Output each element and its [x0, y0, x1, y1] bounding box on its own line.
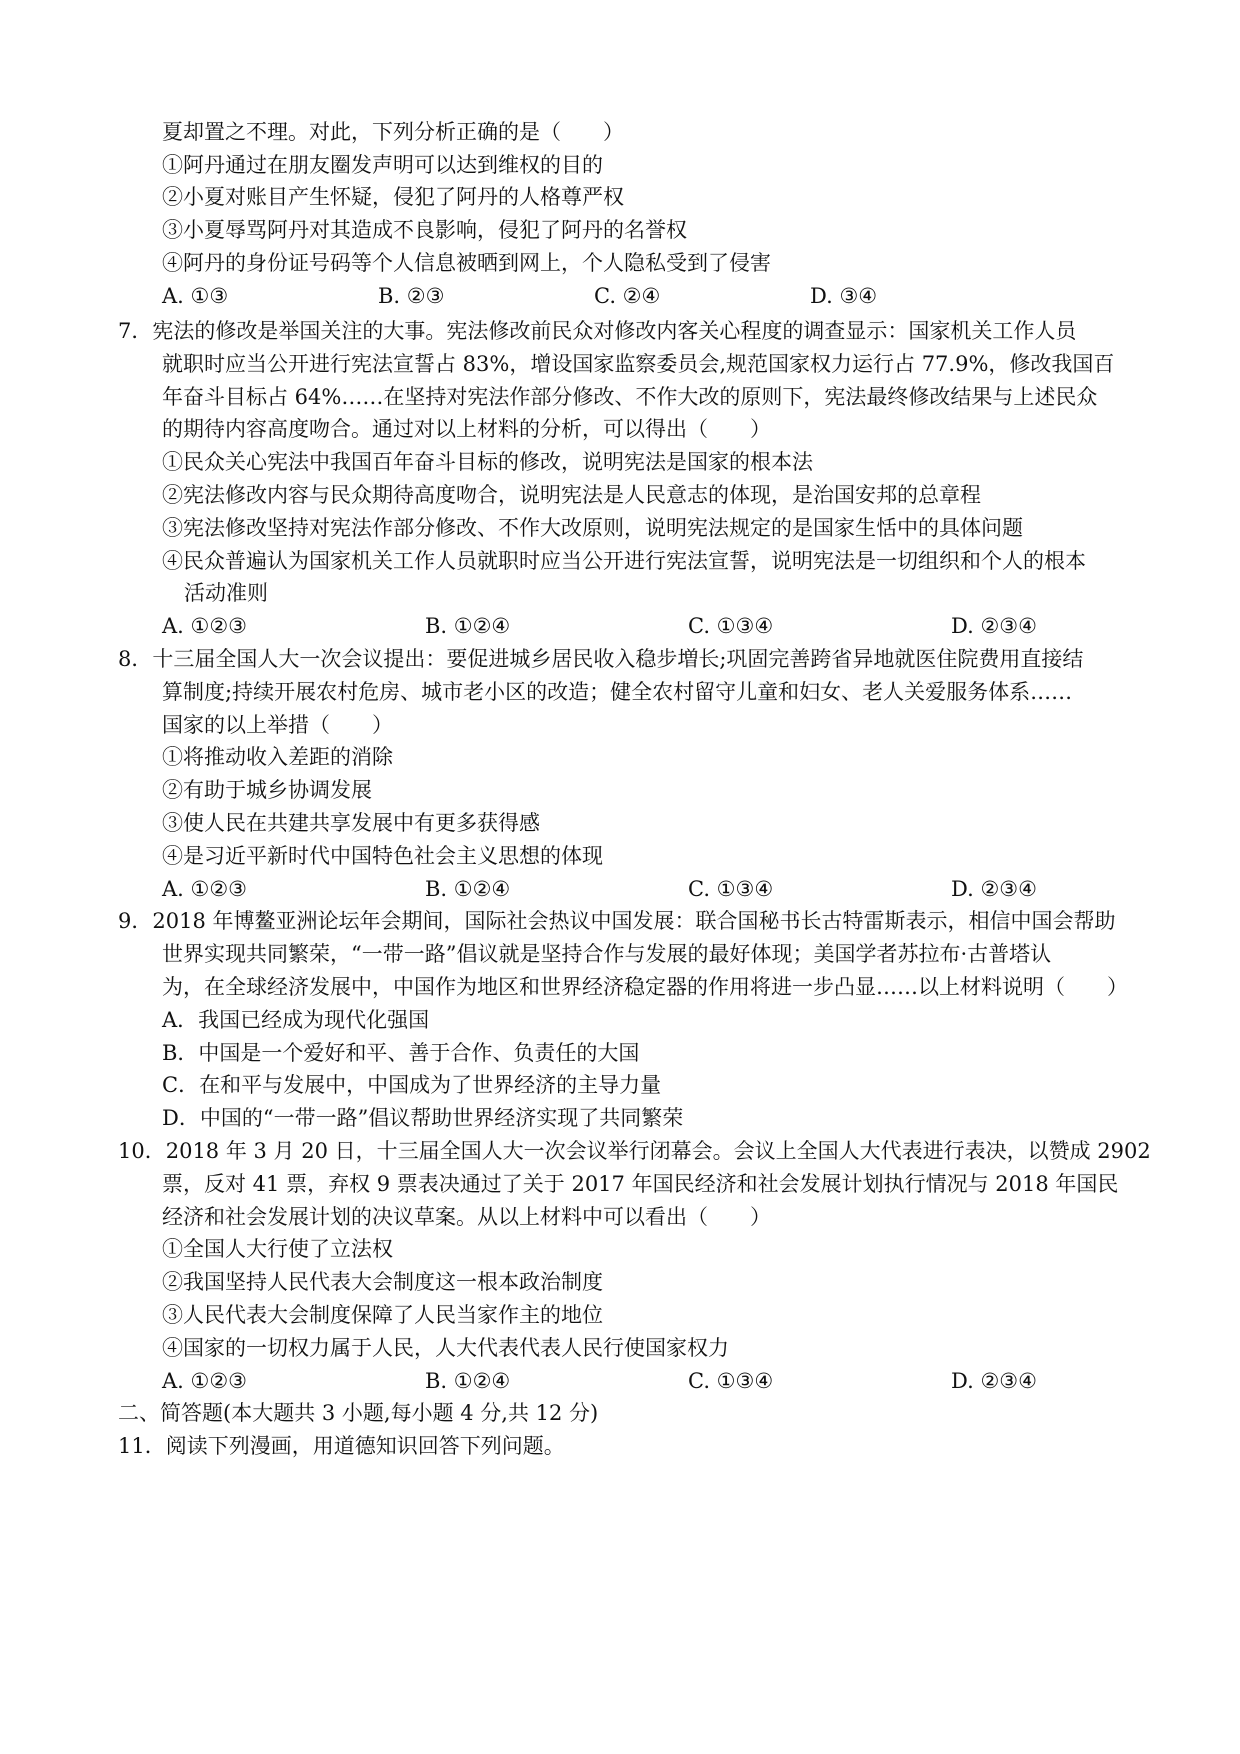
q6-option-c: C. ②④	[594, 284, 661, 308]
q6-option-a: A. ①③	[162, 284, 229, 308]
q10-item-3: ③人民代表大会制度保障了人民当家作主的地位	[162, 1303, 603, 1327]
q8-option-b: B. ①②④	[425, 877, 511, 901]
q7-item-4: ④民众普遍认为国家机关工作人员就职时应当公开进行宪法宣誓，说明宪法是一切组织和个人的根本	[162, 549, 1086, 573]
q10-item-4: ④国家的一切权力属于人民，人大代表代表人民行使国家权力	[162, 1336, 729, 1360]
q9-stem-line-3: 为，在全球经济发展中，中国作为地区和世界经济稳定器的作用将进一步凸显……以上材料说明（ ）	[162, 975, 1128, 999]
q8-item-2: ②有助于城乡协调发展	[162, 778, 372, 802]
q7-item-4-cont: 活动准则	[184, 581, 268, 605]
q7-option-b: B. ①②④	[425, 614, 511, 638]
q9-stem-line-2: 世界实现共同繁荣，“一带一路”倡议就是坚持合作与发展的最好体现；美国学者苏拉布·古普塔认	[162, 942, 1052, 966]
q7-item-2: ②宪法修改内容与民众期待高度吻合，说明宪法是人民意志的体现，是治国安邦的总章程	[162, 483, 981, 507]
q10-option-c: C. ①③④	[688, 1369, 774, 1393]
q6-option-d: D. ③④	[810, 284, 878, 308]
q8-item-1: ①将推动收入差距的消除	[162, 745, 393, 769]
q7-option-a: A. ①②③	[162, 614, 247, 638]
q8-stem-line-3: 国家的以上举措（ ）	[162, 713, 393, 737]
q9-choice-a: A．我国已经成为现代化强国	[162, 1008, 430, 1032]
q7-stem-line-1: 7．宪法的修改是举国关注的大事。宪法修改前民众对修改内客关心程度的调查显示：国家机关工作人员	[118, 319, 1077, 343]
q10-item-1: ①全国人大行使了立法权	[162, 1237, 393, 1261]
q8-option-d: D. ②③④	[951, 877, 1037, 901]
q8-stem-line-1: 8．十三届全国人大一次会议提出：要促进城乡居民收入稳步増长;巩固完善跨省异地就医住院费用直接结	[118, 647, 1084, 671]
q7-option-c: C. ①③④	[688, 614, 774, 638]
q10-item-2: ②我国坚持人民代表大会制度这一根本政治制度	[162, 1270, 603, 1294]
q8-stem-line-2: 算制度;持续开展农村危房、城市老小区的改造；健全农村留守儿童和妇女、老人关爱服务体系……	[162, 680, 1073, 704]
q6-stem-tail: 夏却置之不理。对此，下列分析正确的是（ ）	[162, 120, 624, 144]
q10-stem-line-2: 票，反对 41 票，弃权 9 票表决通过了关于 2017 年国民经济和社会发展计划执行情况与 2018 年国民	[162, 1172, 1119, 1196]
q7-item-3: ③宪法修改坚持对宪法作部分修改、不作大改原则，说明宪法规定的是国家生恬中的具体问题	[162, 516, 1023, 540]
q10-stem-line-1: 10．2018 年 3 月 20 日，十三届全国人大一次会议举行闭幕会。会议上全国人大代表进行表决，以赞成 2902	[118, 1139, 1151, 1163]
q10-option-a: A. ①②③	[162, 1369, 247, 1393]
q10-stem-line-3: 经济和社会发展计划的决议草案。从以上材料中可以看出（ ）	[162, 1205, 771, 1229]
q6-item-4: ④阿丹的身份证号码等个人信息被晒到网上，个人隐私受到了侵害	[162, 251, 771, 275]
q7-item-1: ①民众关心宪法中我国百年奋斗目标的修改，说明宪法是国家的根本法	[162, 450, 813, 474]
q7-stem-line-2: 就职时应当公开进行宪法宣誓占 83%，增设国家监察委员会,规范国家权力运行占 77.9%，修改我国百	[162, 352, 1115, 376]
q6-item-2: ②小夏对账目产生怀疑，侵犯了阿丹的人格尊严权	[162, 185, 624, 209]
q7-option-d: D. ②③④	[951, 614, 1037, 638]
q6-option-b: B. ②③	[378, 284, 445, 308]
q9-stem-line-1: 9．2018 年博鳌亚洲论坛年会期间，国际社会热议中国发展：联合国秘书长古特雷斯表示，相信中国会帮助	[118, 909, 1116, 933]
q10-option-b: B. ①②④	[425, 1369, 511, 1393]
q9-choice-b: B．中国是一个爱好和平、善于合作、负责任的大国	[162, 1041, 640, 1065]
q9-choice-c: C．在和平与发展中，中国成为了世界经济的主导力量	[162, 1073, 662, 1097]
q8-item-4: ④是习近平新时代中国特色社会主义思想的体现	[162, 844, 603, 868]
section-2-heading: 二、简答题(本大题共 3 小题,每小题 4 分,共 12 分)	[118, 1401, 599, 1425]
q10-option-d: D. ②③④	[951, 1369, 1037, 1393]
q7-stem-line-3: 年奋斗目标占 64%……在坚持对宪法作部分修改、不作大改的原则下，宪法最终修改结果与上述民众	[162, 385, 1098, 409]
q6-item-1: ①阿丹通过在朋友圈发声明可以达到维权的目的	[162, 153, 603, 177]
q8-option-a: A. ①②③	[162, 877, 247, 901]
q8-option-c: C. ①③④	[688, 877, 774, 901]
q7-stem-line-4: 的期待内容高度吻合。通过对以上材料的分析，可以得出（ ）	[162, 417, 771, 441]
q9-choice-d: D．中国的“一带一路”倡议帮助世界经济实现了共同繁荣	[162, 1106, 684, 1130]
q11-prompt: 11．阅读下列漫画，用道德知识回答下列问题。	[118, 1434, 565, 1458]
q8-item-3: ③使人民在共建共享发展中有更多获得感	[162, 811, 540, 835]
q6-item-3: ③小夏辱骂阿丹对其造成不良影响，侵犯了阿丹的名誉权	[162, 218, 687, 242]
